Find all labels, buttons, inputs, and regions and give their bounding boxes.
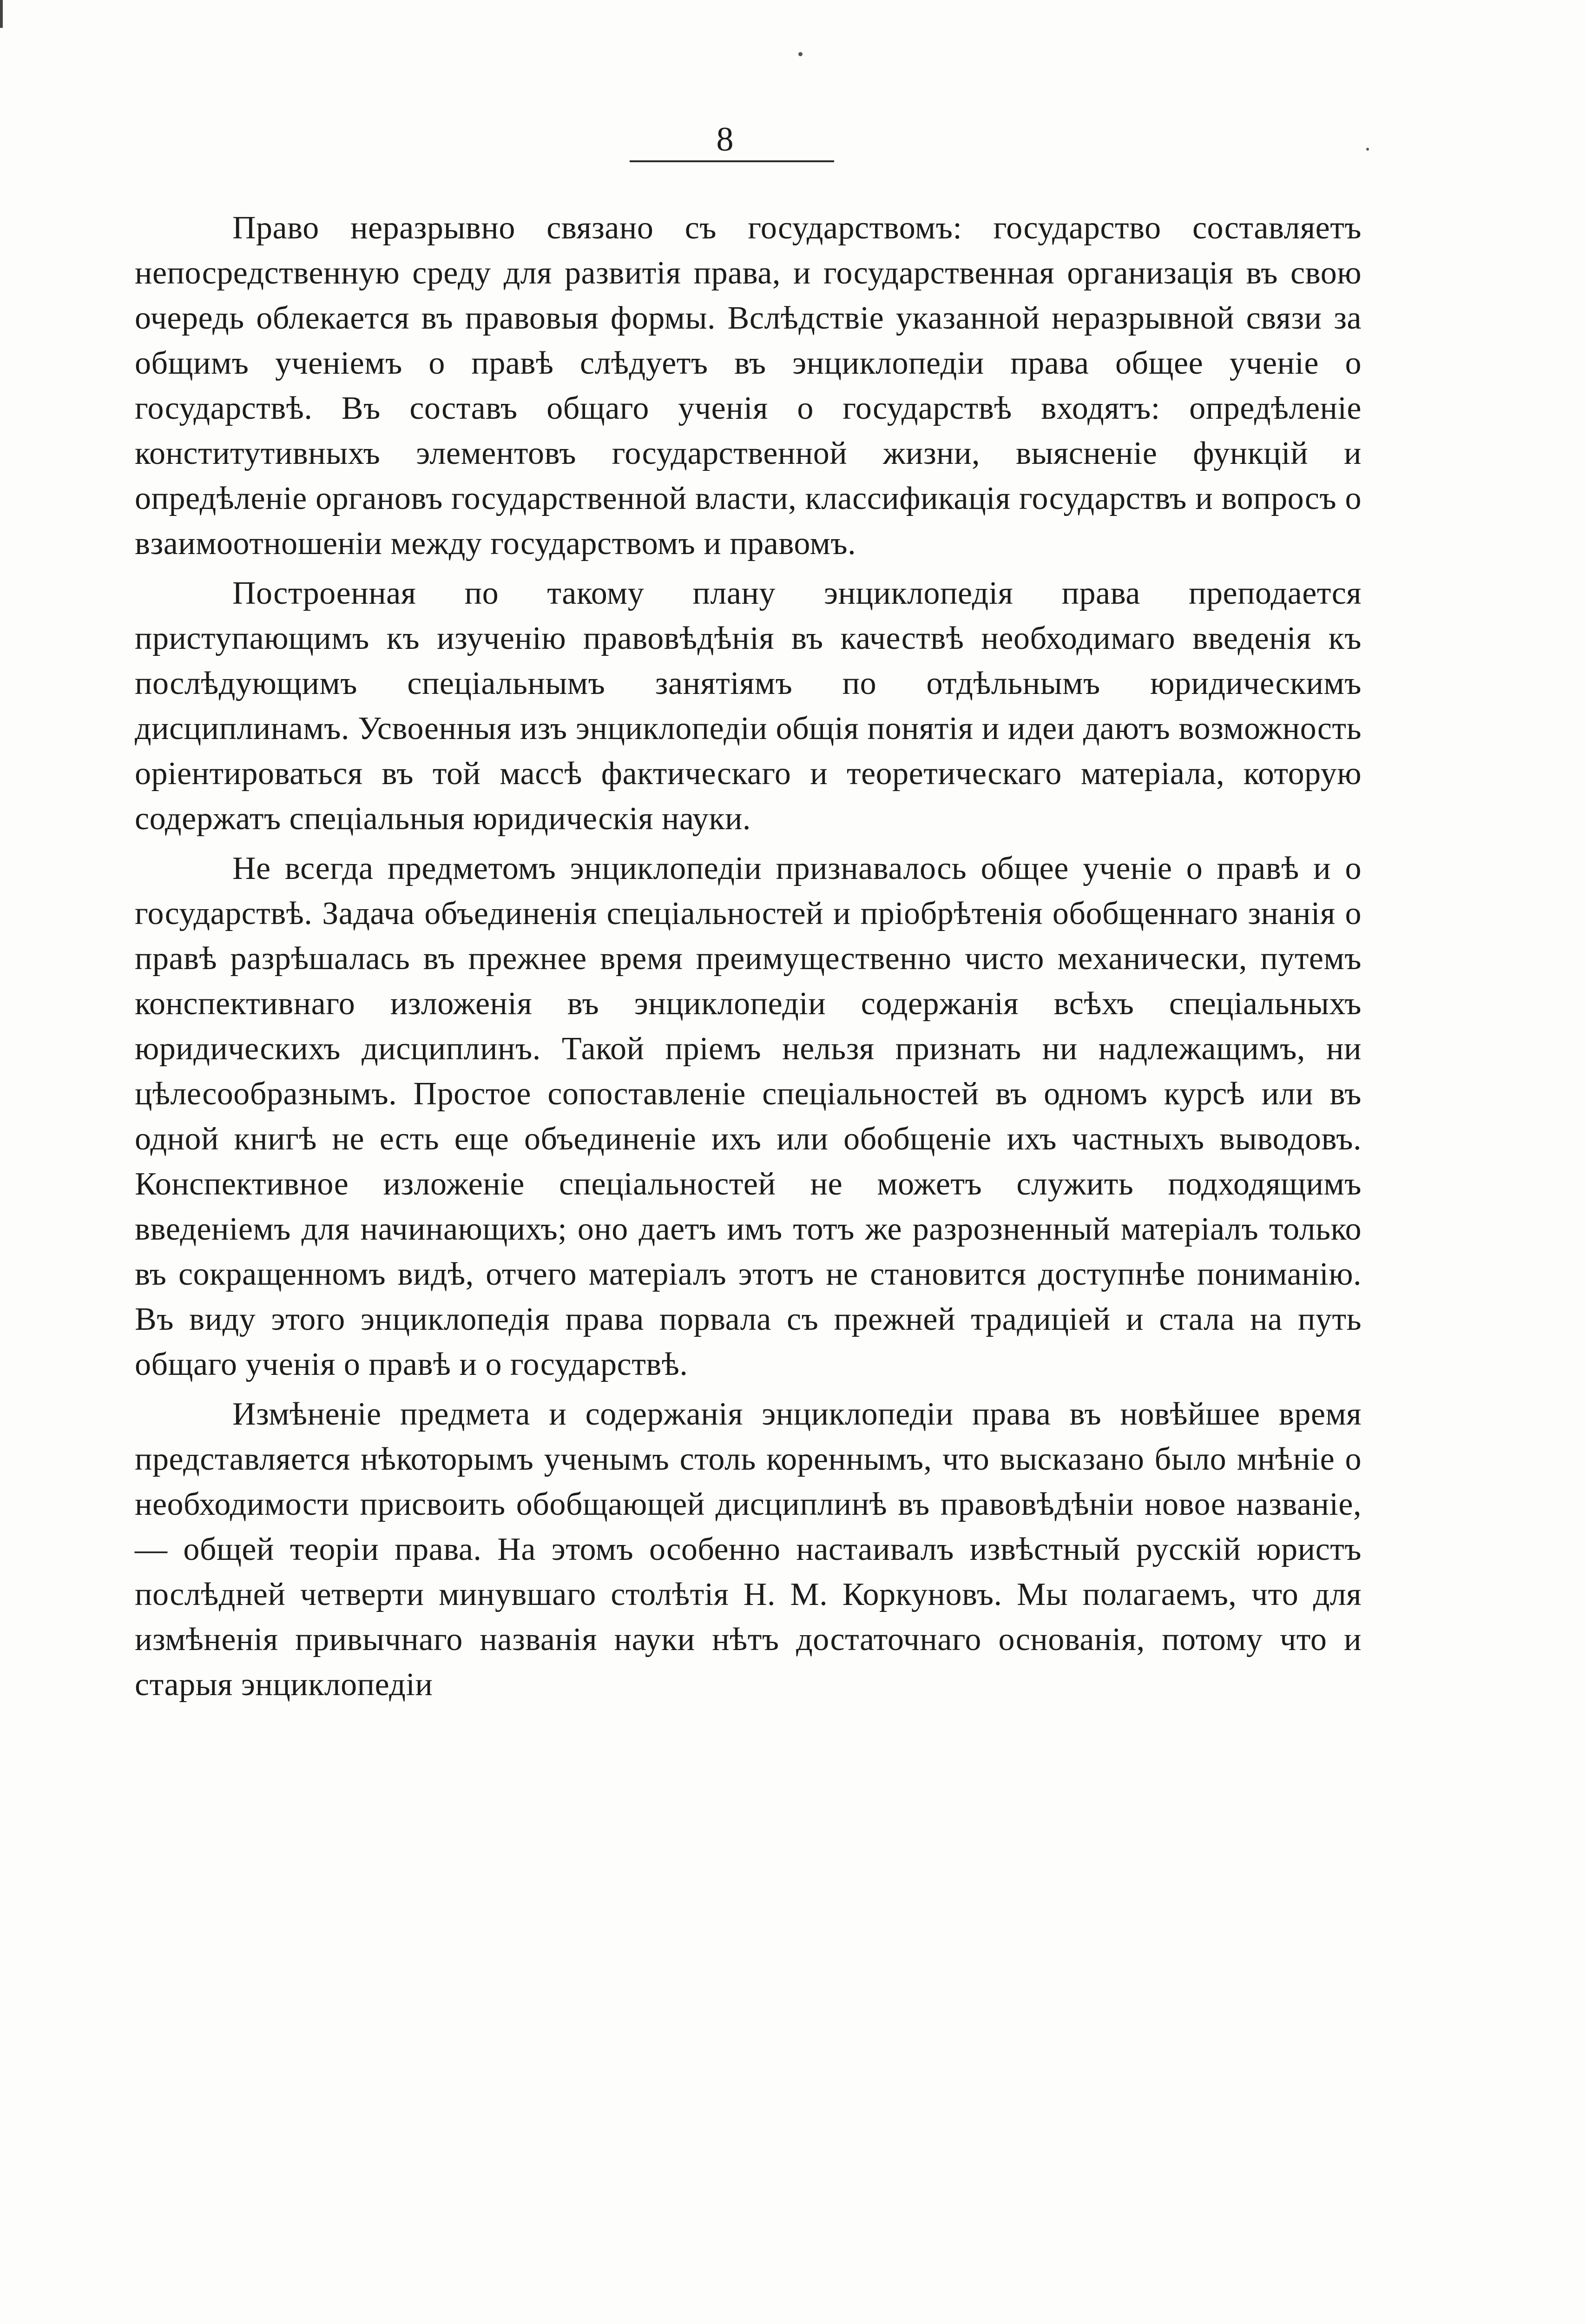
paragraph-2: Построенная по такому плану энциклопедія права преподается приступающимъ къ изученію правовѣдѣнія въ качествѣ необходимаго введенія къ послѣдующимъ спеціальнымъ занятіямъ по отдѣльнымъ юридическимъ дисциплинамъ. Усвоенныя изъ энциклопедіи общія понятія и идеи даютъ возможность оріентироваться въ той массѣ фактическаго и теоретическаго матеріала, которую содержатъ спеціальныя юридическія науки. [135,575,1362,837]
paragraph-4: Измѣненіе предмета и содержанія энциклопедіи права въ новѣйшее время представляется нѣкоторымъ ученымъ столь кореннымъ, что высказано было мнѣніе о необходимости присвоить обобщающей дисциплинѣ въ правовѣдѣніи новое названіе, — общей теоріи права. На этомъ особенно настаивалъ извѣстный русскій юристъ послѣдней четверти минувшаго столѣтія Н. М. Коркуновъ. Мы полагаемъ, что для измѣненія привычнаго названія науки нѣтъ достаточнаго основанія, потому что и старыя энциклопедіи [135,1396,1362,1703]
ink-speck [1366,148,1369,151]
page-number: 8 [716,120,734,158]
page-edge-mark [0,0,3,28]
ink-speck [798,52,803,56]
body-text [135,205,1362,1712]
paragraph-1: Право неразрывно связано съ государствомъ: государство составляетъ непосредственную среду для развитія права, и государственная организація въ свою очередь облекается въ правовыя формы. Вслѣдствіе указанной неразрывной связи за общимъ ученіемъ о правѣ слѣдуетъ въ энциклопедіи права общее ученіе о государствѣ. Въ составъ общаго ученія о государствѣ входятъ: опредѣленіе конститутивныхъ элементовъ государственной жизни, выясненіе функцій и опредѣленіе органовъ государственной власти, классификація государствъ и вопросъ о взаимоотношеніи между государствомъ и правомъ. [135,210,1362,561]
header-rule [630,160,834,162]
paragraph-3: Не всегда предметомъ энциклопедіи признавалось общее ученіе о правѣ и о государствѣ. Задача объединенія спеціальностей и пріобрѣтенія обобщеннаго знанія о правѣ разрѣшалась въ прежнее время преимущественно чисто механически, путемъ конспективнаго изложенія въ энциклопедіи содержанія всѣхъ спеціальныхъ юридическихъ дисциплинъ. Такой пріемъ нельзя признать ни надлежащимъ, ни цѣлесообразнымъ. Простое сопоставленіе спеціальностей въ одномъ курсѣ или въ одной книгѣ не есть еще объединеніе ихъ или обобщеніе ихъ частныхъ выводовъ. Конспективное изложеніе спеціальностей не можетъ служить подходящимъ введеніемъ для начинающихъ; оно даетъ имъ тотъ же разрозненный матеріалъ только въ сокращенномъ видѣ, отчего матеріалъ этотъ не становится доступнѣе пониманію. Въ виду этого энциклопедія права порвала съ прежней традиціей и стала на путь общаго ученія о правѣ и о государствѣ. [135,851,1362,1382]
